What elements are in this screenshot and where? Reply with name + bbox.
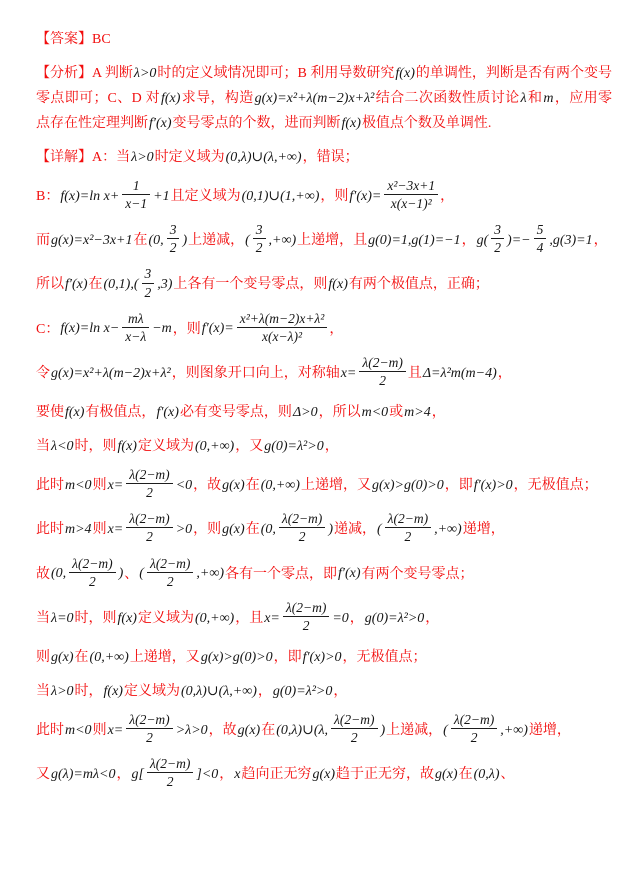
- explanation-text-run: 变号零点的个数，进而判断: [172, 116, 341, 131]
- explanation-text-run: 递增，: [528, 722, 571, 738]
- explanation-text-run: 、: [124, 566, 139, 582]
- math-run: g(0)=1,g(1)=−1: [368, 233, 461, 249]
- explanation-text-run: 有两个变号零点；: [361, 566, 474, 582]
- explanation-text-run: ，应用零点存在性定理判断: [36, 91, 613, 131]
- math-run: ,g(3)=1: [549, 233, 593, 249]
- math-run: ,+∞): [500, 722, 528, 738]
- case-lambda-positive-values-line: [36, 757, 612, 792]
- case-lambda-negative-m-negative-line: [36, 468, 612, 503]
- math-run: f(x): [160, 91, 181, 106]
- math-run: f′(x)=: [349, 188, 382, 204]
- fraction-numerator: λ(2−m): [69, 556, 115, 573]
- math-run: (0,: [148, 233, 164, 249]
- math-run: ,+∞): [196, 566, 225, 582]
- explanation-text-run: ，: [431, 405, 446, 421]
- math-run: f(x): [395, 66, 415, 81]
- explanation-text-run: ，: [333, 683, 348, 699]
- math-run: (: [376, 522, 382, 538]
- math-run: f(x)=ln x+: [60, 188, 120, 204]
- math-run: ,+∞): [434, 522, 462, 538]
- math-run: g(x): [237, 722, 261, 738]
- explanation-text-run: 时定义域为: [154, 150, 225, 165]
- math-run: Δ>0: [292, 405, 318, 421]
- fraction-numerator: λ(2−m): [451, 712, 497, 729]
- fraction-numerator: mλ: [122, 311, 149, 328]
- math-run: f′(x)>0: [302, 649, 342, 665]
- explanation-text-run: 此时: [36, 477, 64, 493]
- math-run: (0,+∞): [89, 649, 129, 665]
- explanation-text-run: ，则: [193, 522, 222, 538]
- explanation-text-run: 当: [36, 439, 50, 455]
- explanation-text-run: 而: [36, 233, 50, 249]
- explanation-text-run: 趋向正无穷: [241, 767, 312, 783]
- explanation-text-run: 递增，: [462, 522, 505, 538]
- math-run: =0: [332, 610, 349, 626]
- math-run: ]<0: [196, 767, 219, 783]
- explanation-text-run: 则: [92, 722, 107, 738]
- explanation-text-run: ，则图象开口向上，对称轴: [171, 365, 340, 381]
- fraction-denominator: 2: [169, 240, 177, 256]
- explanation-text-run: ，: [324, 439, 339, 455]
- analysis-paragraph: [36, 61, 612, 136]
- explanation-text-run: 又: [36, 767, 50, 783]
- fraction-numerator: λ(2−m): [279, 511, 325, 528]
- explanation-text-run: 在: [261, 722, 276, 738]
- math-run: x=: [107, 722, 124, 738]
- explanation-text-run: 上各有一个变号零点，则: [173, 277, 328, 293]
- explanation-text-run: 故: [36, 566, 50, 582]
- explanation-text-run: ，故: [193, 477, 222, 493]
- math-run: (: [443, 722, 448, 738]
- fraction-denominator: 2: [166, 573, 174, 589]
- math-run: g(: [476, 233, 489, 249]
- math-run: f(x)=ln x−: [60, 321, 120, 337]
- math-run: m>4: [65, 522, 92, 538]
- detail-b-conclusion-line: [36, 267, 612, 302]
- math-run: f′(x): [156, 405, 179, 421]
- math-run: ,+∞): [268, 233, 297, 249]
- explanation-text-run: ，无极值点；: [342, 649, 427, 665]
- math-run: f(x): [117, 439, 137, 455]
- math-run: x=: [107, 522, 124, 538]
- fraction-numerator: x²+λ(m−2)x+λ²: [237, 311, 328, 328]
- fraction: [279, 511, 325, 544]
- explanation-text-run: 上递增，又: [300, 477, 371, 493]
- fraction-numerator: λ(2−m): [331, 712, 377, 729]
- math-run: λ: [520, 91, 527, 106]
- math-run: (: [245, 233, 250, 249]
- explanation-text-run: 【详解】A：当: [36, 150, 131, 165]
- fraction-denominator: 2: [298, 529, 306, 545]
- case-two-zeros-line: [36, 557, 612, 592]
- detail-option-c-line: [36, 312, 612, 347]
- math-run: g(x): [435, 767, 458, 783]
- fraction-numerator: λ(2−m): [385, 511, 431, 528]
- math-run: +1: [153, 188, 170, 204]
- fraction-numerator: 3: [491, 222, 504, 239]
- case-lambda-negative-m-gt4-line: [36, 512, 612, 547]
- explanation-text-run: 上递减，: [188, 233, 245, 249]
- fraction: [122, 178, 150, 211]
- explanation-text-run: 各有一个零点，即: [225, 566, 338, 582]
- explanation-text-run: 上递减，: [386, 722, 443, 738]
- detail-c-delta-line: [36, 400, 612, 425]
- explanation-text-run: ，又: [235, 439, 264, 455]
- explanation-text-run: 时，则: [74, 610, 117, 626]
- detail-b-monotonicity-line: [36, 223, 612, 258]
- explanation-text-run: ，: [219, 767, 234, 783]
- explanation-text-run: ，: [593, 233, 608, 249]
- math-run: m: [543, 91, 554, 106]
- fraction-numerator: λ(2−m): [126, 467, 172, 484]
- math-run: (0,λ)∪(λ,: [276, 722, 329, 738]
- fraction-denominator: 2: [255, 240, 263, 256]
- fraction: [126, 712, 172, 745]
- math-run: g(x)=x²+λ(m−2)x+λ²: [51, 365, 171, 381]
- explanation-text-run: 【分析】A 判断: [36, 66, 133, 81]
- fraction: [167, 222, 180, 255]
- math-run: g(x): [222, 477, 245, 493]
- explanation-text-run: 定义域为: [123, 683, 180, 699]
- case-lambda-positive-m-negative-line: [36, 713, 612, 748]
- fraction-numerator: λ(2−m): [126, 511, 172, 528]
- math-run: g(x)=x²+λ(m−2)x+λ²: [254, 91, 375, 106]
- explanation-text-run: ，: [329, 321, 344, 337]
- math-run: ): [118, 566, 124, 582]
- explanation-text-run: ，错误；: [302, 150, 359, 165]
- fraction: [491, 222, 504, 255]
- math-run: f(x): [328, 277, 348, 293]
- math-run: (0,+∞): [194, 439, 235, 455]
- fraction-denominator: 4: [536, 240, 544, 256]
- fraction-denominator: 2: [146, 529, 153, 545]
- math-run: g(0)=λ²>0: [272, 683, 333, 699]
- math-run: f(x): [103, 683, 123, 699]
- explanation-text-run: 则: [92, 522, 107, 538]
- fraction: [69, 556, 115, 589]
- explanation-text-run: 则: [92, 477, 107, 493]
- explanation-text-run: 此时: [36, 522, 64, 538]
- explanation-text-run: 定义域为: [137, 439, 194, 455]
- explanation-text-run: 和: [527, 91, 543, 106]
- fraction: [142, 266, 155, 299]
- explanation-text-run: 定义域为: [137, 610, 194, 626]
- fraction: [283, 600, 329, 633]
- math-run: )=−: [507, 233, 531, 249]
- math-run: (0,1)∪(1,+∞): [241, 188, 320, 204]
- explanation-text-run: ，: [349, 610, 364, 626]
- math-run: ): [328, 522, 333, 538]
- explanation-text-run: 或: [389, 405, 404, 421]
- math-run: (0,λ)∪(λ,+∞): [180, 683, 257, 699]
- math-run: (0,+∞): [260, 477, 300, 493]
- math-run: f′(x)=: [201, 321, 234, 337]
- math-run: f′(x): [149, 116, 172, 131]
- explanation-text-run: 有极值点，: [85, 405, 156, 421]
- detail-option-b-line: [36, 179, 612, 214]
- math-run: g(x): [222, 522, 245, 538]
- fraction-denominator: 2: [379, 372, 386, 388]
- fraction: [359, 355, 405, 388]
- math-run: g(0)=λ²>0: [364, 610, 425, 626]
- math-run: m>4: [404, 405, 431, 421]
- explanation-text-run: ，且: [235, 610, 264, 626]
- fraction-numerator: λ(2−m): [147, 556, 193, 573]
- math-run: Δ=λ²m(m−4): [422, 365, 497, 381]
- explanation-text-run: 在: [245, 522, 260, 538]
- math-run: (0,1),(: [103, 277, 139, 293]
- fraction-numerator: x²−3x+1: [384, 178, 438, 195]
- explanation-text-run: ，则: [172, 321, 201, 337]
- fraction: [147, 756, 193, 789]
- explanation-text-run: 极值点个数及单调性.: [361, 116, 492, 131]
- math-run: x=: [107, 477, 124, 493]
- explanation-text-run: 在: [88, 277, 103, 293]
- explanation-text-run: 时，: [74, 683, 103, 699]
- math-run: g(x)=x²−3x+1: [51, 233, 133, 249]
- math-run: m<0: [65, 722, 92, 738]
- fraction-denominator: 2: [302, 617, 310, 633]
- explanation-text-run: ，所以: [318, 405, 361, 421]
- math-run: m<0: [361, 405, 389, 421]
- explanation-text-run: 且: [407, 365, 422, 381]
- math-run: f(x): [117, 610, 137, 626]
- explanation-text-run: 要使: [36, 405, 64, 421]
- fraction-denominator: x(x−λ)²: [262, 328, 303, 344]
- explanation-text-run: 上递增，又: [129, 649, 200, 665]
- explanation-text-run: 上递增，且: [297, 233, 368, 249]
- math-run: λ<0: [51, 439, 74, 455]
- explanation-text-run: C：: [36, 321, 60, 337]
- fraction-denominator: x(x−1)²: [390, 196, 432, 212]
- explanation-text-run: 当: [36, 683, 50, 699]
- answer-line: [36, 27, 612, 52]
- fraction-numerator: λ(2−m): [147, 756, 193, 773]
- explanation-text-run: 此时: [36, 722, 64, 738]
- explanation-text-run: 则: [36, 649, 50, 665]
- math-run: x: [234, 767, 241, 783]
- fraction: [384, 178, 438, 211]
- fraction: [237, 311, 328, 344]
- math-run: λ>0: [131, 150, 154, 165]
- explanation-text-run: ，: [497, 365, 512, 381]
- math-run: f′(x)>0: [473, 477, 513, 493]
- fraction-numerator: 3: [167, 222, 180, 239]
- math-run: λ>0: [51, 683, 74, 699]
- math-run: g(0)=λ²>0: [264, 439, 324, 455]
- explanation-text-run: 求导，构造: [181, 91, 254, 106]
- fraction-denominator: 2: [494, 240, 502, 256]
- fraction: [451, 712, 497, 745]
- explanation-text-run: 在: [245, 477, 260, 493]
- explanation-text-run: 当: [36, 610, 50, 626]
- fraction-numerator: λ(2−m): [283, 600, 329, 617]
- fraction-denominator: 2: [144, 284, 152, 300]
- math-run: f′(x): [65, 277, 88, 293]
- fraction-denominator: 2: [146, 730, 153, 746]
- fraction: [331, 712, 377, 745]
- math-run: >λ>0: [175, 722, 208, 738]
- math-run: (0,: [260, 522, 276, 538]
- explanation-text-run: 在: [133, 233, 148, 249]
- explanation-text-run: 的单调性，判断是否有两个变号零点即可；C、D 对: [36, 66, 612, 106]
- detail-option-a-line: [36, 145, 612, 170]
- explanation-text-run: ，: [440, 188, 455, 204]
- math-run: λ=0: [51, 610, 74, 626]
- fraction: [385, 511, 431, 544]
- explanation-text-run: 结合二次函数性质讨论: [375, 91, 520, 106]
- math-run: <0: [175, 477, 193, 493]
- fraction-denominator: 2: [404, 529, 412, 545]
- explanation-text-run: ，即: [444, 477, 473, 493]
- fraction-denominator: 2: [166, 774, 174, 790]
- fraction: [253, 222, 266, 255]
- math-run: g(x): [312, 767, 336, 783]
- math-run: f(x): [341, 116, 361, 131]
- math-run: f′(x): [338, 566, 361, 582]
- detail-c-construct-line: [36, 356, 612, 391]
- explanation-text-run: ，: [257, 683, 272, 699]
- explanation-text-run: ，无极值点；: [513, 477, 598, 493]
- fraction: [126, 467, 172, 500]
- math-run: >0: [175, 522, 193, 538]
- explanation-text-run: 且定义域为: [170, 188, 241, 204]
- fraction-denominator: 2: [350, 730, 358, 746]
- math-run: (: [139, 566, 144, 582]
- fraction: [147, 556, 193, 589]
- fraction-denominator: 2: [470, 730, 478, 746]
- explanation-text-run: B：: [36, 188, 60, 204]
- explanation-text-run: 、: [500, 767, 515, 783]
- fraction: [534, 222, 547, 255]
- explanation-text-run: ，则: [320, 188, 349, 204]
- math-run: λ>0: [133, 66, 157, 81]
- math-run: ): [182, 233, 188, 249]
- explanation-text-run: 在: [74, 649, 89, 665]
- fraction-numerator: 5: [534, 222, 547, 239]
- math-run: (0,+∞): [194, 610, 235, 626]
- explanation-text-run: ，故: [208, 722, 237, 738]
- explanation-text-run: ，: [116, 767, 131, 783]
- fraction-numerator: λ(2−m): [359, 355, 405, 372]
- fraction: [122, 311, 149, 344]
- explanation-text-run: 所以: [36, 277, 64, 293]
- fraction-numerator: 3: [253, 222, 266, 239]
- explanation-text-run: 递减，: [333, 522, 376, 538]
- explanation-text-run: 趋于正无穷，故: [336, 767, 435, 783]
- math-run: x=: [264, 610, 280, 626]
- explanation-text-run: 必有变号零点，则: [179, 405, 292, 421]
- case-lambda-zero-conclusion-line: [36, 645, 612, 670]
- explanation-text-run: ，: [425, 610, 440, 626]
- explanation-text-run: 有两个极值点，正确；: [348, 277, 489, 293]
- case-lambda-zero-line: [36, 601, 612, 636]
- explanation-text-run: 时的定义域情况即可；B 利用导数研究: [157, 66, 395, 81]
- math-run: g(x)>g(0)>0: [371, 477, 444, 493]
- math-run: g(λ)=mλ<0: [51, 767, 116, 783]
- math-run: f(x): [65, 405, 85, 421]
- fraction-denominator: x−1: [125, 196, 148, 212]
- fraction-denominator: 2: [146, 485, 153, 501]
- fraction-numerator: 3: [142, 266, 155, 283]
- fraction-numerator: λ(2−m): [126, 712, 172, 729]
- explanation-text-run: 【答案】BC: [36, 32, 111, 47]
- fraction-denominator: 2: [89, 573, 96, 589]
- explanation-text-run: ，: [461, 233, 476, 249]
- math-run: g[: [131, 767, 144, 783]
- math-run: ,3): [157, 277, 173, 293]
- math-run: (0,λ): [473, 767, 500, 783]
- math-run: (0,: [51, 566, 67, 582]
- math-run: (0,λ)∪(λ,+∞): [225, 150, 302, 165]
- math-run: g(x)>g(0)>0: [200, 649, 273, 665]
- case-lambda-negative-line: [36, 434, 612, 459]
- math-run: x=: [340, 365, 357, 381]
- explanation-text-run: 时，则: [74, 439, 117, 455]
- math-run: g(x): [51, 649, 74, 665]
- fraction: [126, 511, 172, 544]
- math-run: −m: [152, 321, 172, 337]
- math-run: m<0: [65, 477, 92, 493]
- case-lambda-positive-line: [36, 679, 612, 704]
- explanation-text-run: ，即: [273, 649, 302, 665]
- fraction-numerator: 1: [122, 178, 150, 195]
- fraction-denominator: x−λ: [125, 328, 147, 344]
- explanation-text-run: 在: [458, 767, 473, 783]
- math-run: ): [380, 722, 386, 738]
- explanation-text-run: 令: [36, 365, 50, 381]
